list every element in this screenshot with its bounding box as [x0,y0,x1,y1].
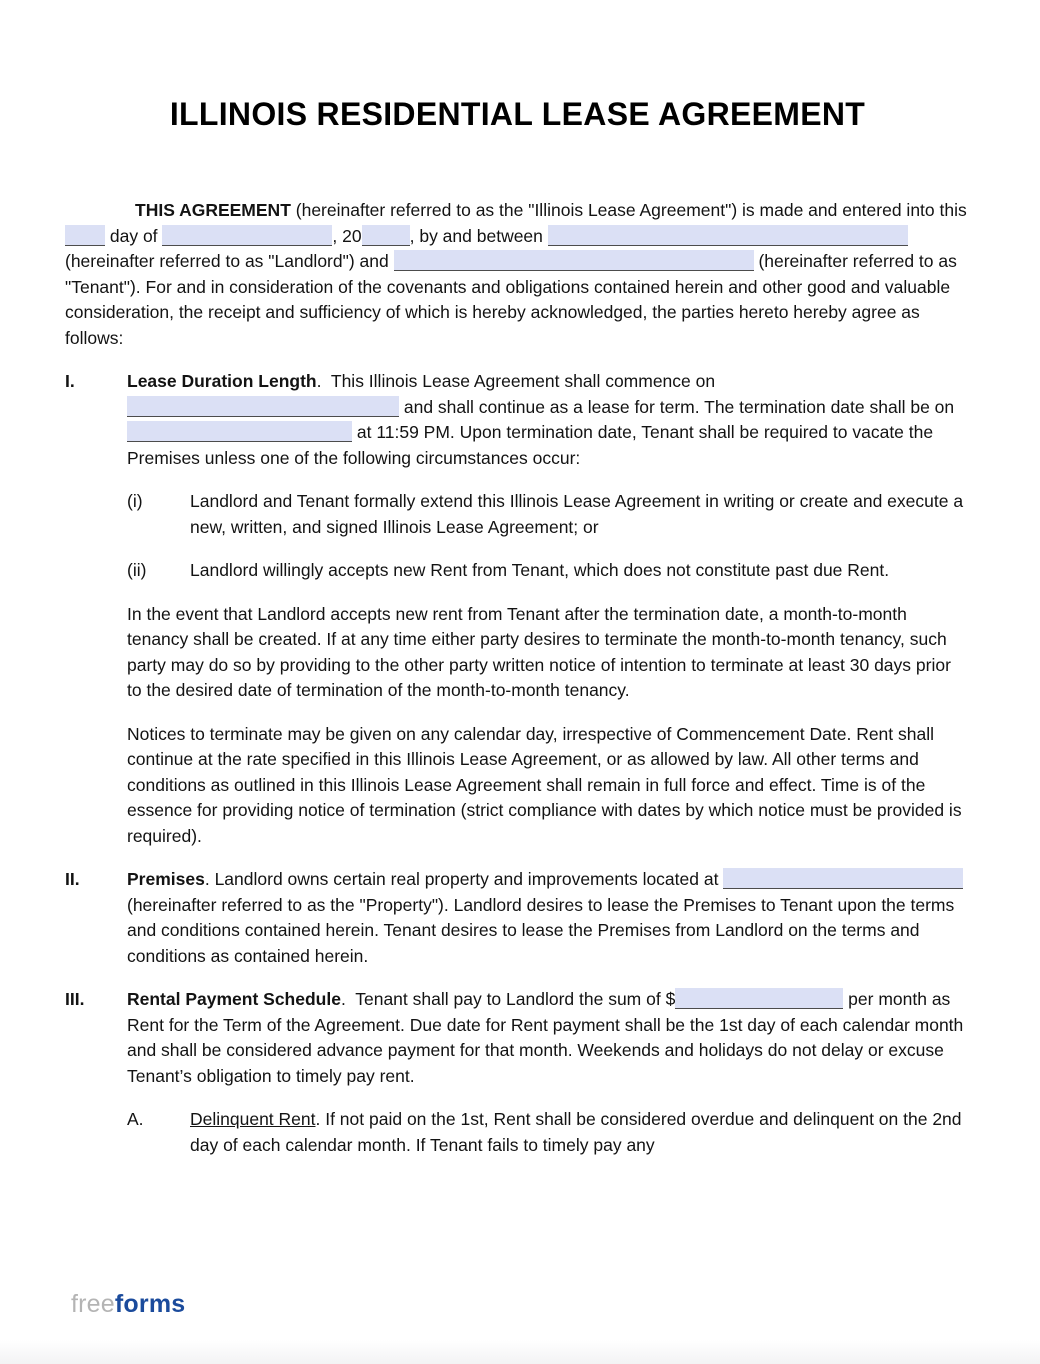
page-title: ILLINOIS RESIDENTIAL LEASE AGREEMENT [169,96,866,132]
lease-duration-text-3: at 11:59 PM. Upon termination date, Tenant shall be required to vacate the Premises unless one of the following circumstances occur: [127,422,934,468]
list-item-i-text: Landlord and Tenant formally extend this Illinois Lease Agreement in writing or create and execute a new, written, and signed Illinois Lease Agreement; or [190,491,964,537]
intro-text-4: , by and between [409,225,548,246]
rental-payment-text-1: . Tenant shall pay to Landlord the sum of $ [340,989,676,1009]
page-content [0,96,1040,1158]
premises-text-1: . Landlord owns certain real property and improvements located at [204,869,724,889]
landlord-name-field[interactable] [548,225,908,246]
list-item-ii-text: Landlord willingly accepts new Rent from Tenant, which does not constitute past due Rent. [190,560,890,580]
rent-amount-field[interactable] [675,988,843,1009]
intro-text-3: , 20 [332,225,362,246]
month-field[interactable] [162,225,332,246]
intro-text-5: (hereinafter referred to as "Landlord") and [65,251,394,271]
section-premises [65,867,970,969]
rental-payment-paragraph [127,987,970,1089]
intro-lead-text: THIS AGREEMENT [135,200,291,220]
section-heading-premises: Premises [127,869,205,889]
lease-duration-text-1: . This Illinois Lease Agreement shall commence on [316,371,716,391]
month-to-month-paragraph: In the event that Landlord accepts new rent from Tenant after the termination date, a month-to-month tenancy shall be created. If at any time either party desires to terminate the month-to-month tenancy, such party may do so by providing to the other party written notice of intention to terminate at least 30 days prior to the desired date of termination of the month-to-month tenancy. [127,603,951,700]
property-address-field[interactable] [723,868,963,889]
subsection-a-text [190,1107,970,1158]
section-body-2 [127,867,970,969]
subsection-delinquent-rent [127,1107,970,1158]
freeforms-logo [71,1290,185,1318]
premises-paragraph [127,867,970,969]
section-number-1: I. [65,371,75,391]
commencement-date-field[interactable] [127,396,399,417]
premises-text-2: (hereinafter referred to as the "Property"). Landlord desires to lease the Premises to Tenant upon the terms and conditions contained herein. Tenant desires to lease the Premises from Landlord on the terms and conditions as contained herein. [127,894,955,966]
page-bottom-edge [0,1340,1040,1364]
rental-payment-text-2: per month as Rent for the Term of the Agreement. Due date for Rent payment shall be the 1st day of each calendar month and shall be considered advance payment for that month. Weekends and holidays do not delay or excuse Tenant’s obligation to timely pay rent. [127,989,964,1086]
section-number-2: II. [65,869,80,889]
section-body-1 [127,369,970,849]
logo-text-forms: forms [114,1290,186,1318]
subsection-a-number: A. [127,1109,144,1129]
list-item-i [127,489,970,540]
section-number-3: III. [65,989,85,1009]
tenant-name-field[interactable] [394,250,754,271]
lease-duration-text-2: and shall continue as a lease for term. The termination date shall be on [399,396,955,417]
intro-text-6: (hereinafter referred to as "Tenant"). For and in consideration of the covenants and obligations contained herein and other good and valuable consideration, the receipt and sufficiency of which is hereby acknowledged, the parties hereto hereby agree as follows: [65,251,957,348]
section-heading-lease-duration: Lease Duration Length [127,371,317,391]
intro-text-1: (hereinafter referred to as the "Illinois Lease Agreement") is made and entered into this [290,200,967,220]
logo-text-free: free [71,1290,115,1318]
subsection-heading-delinquent-rent: Delinquent Rent [190,1109,316,1129]
lease-duration-paragraph [127,369,970,471]
termination-date-field[interactable] [127,421,352,442]
notices-paragraph: Notices to terminate may be given on any calendar day, irrespective of Commencement Date. Rent shall continue at the rate specified in this Illinois Lease Agreement, or as allowed by law. All other terms and conditions as outlined in this Illinois Lease Agreement shall remain in full force and effect. Time is of the essence for providing notice of termination (strict compliance with dates by which notice must be provided is required). [127,723,962,846]
section-body-3 [127,987,970,1158]
list-item-ii [127,558,970,584]
day-of-month-field[interactable] [65,225,105,246]
section-rental-payment [65,987,970,1158]
section-heading-rental-payment: Rental Payment Schedule [127,989,341,1009]
intro-paragraph [65,198,970,351]
year-field[interactable] [362,225,410,246]
list-item-i-number: (i) [127,491,143,511]
section-lease-duration [65,369,970,849]
intro-text-2: day of [105,225,163,246]
delinquent-rent-text: . If not paid on the 1st, Rent shall be considered overdue and delinquent on the 2nd day of each calendar month. If Tenant fails to timely pay any [190,1109,962,1155]
list-item-ii-number: (ii) [127,560,147,580]
